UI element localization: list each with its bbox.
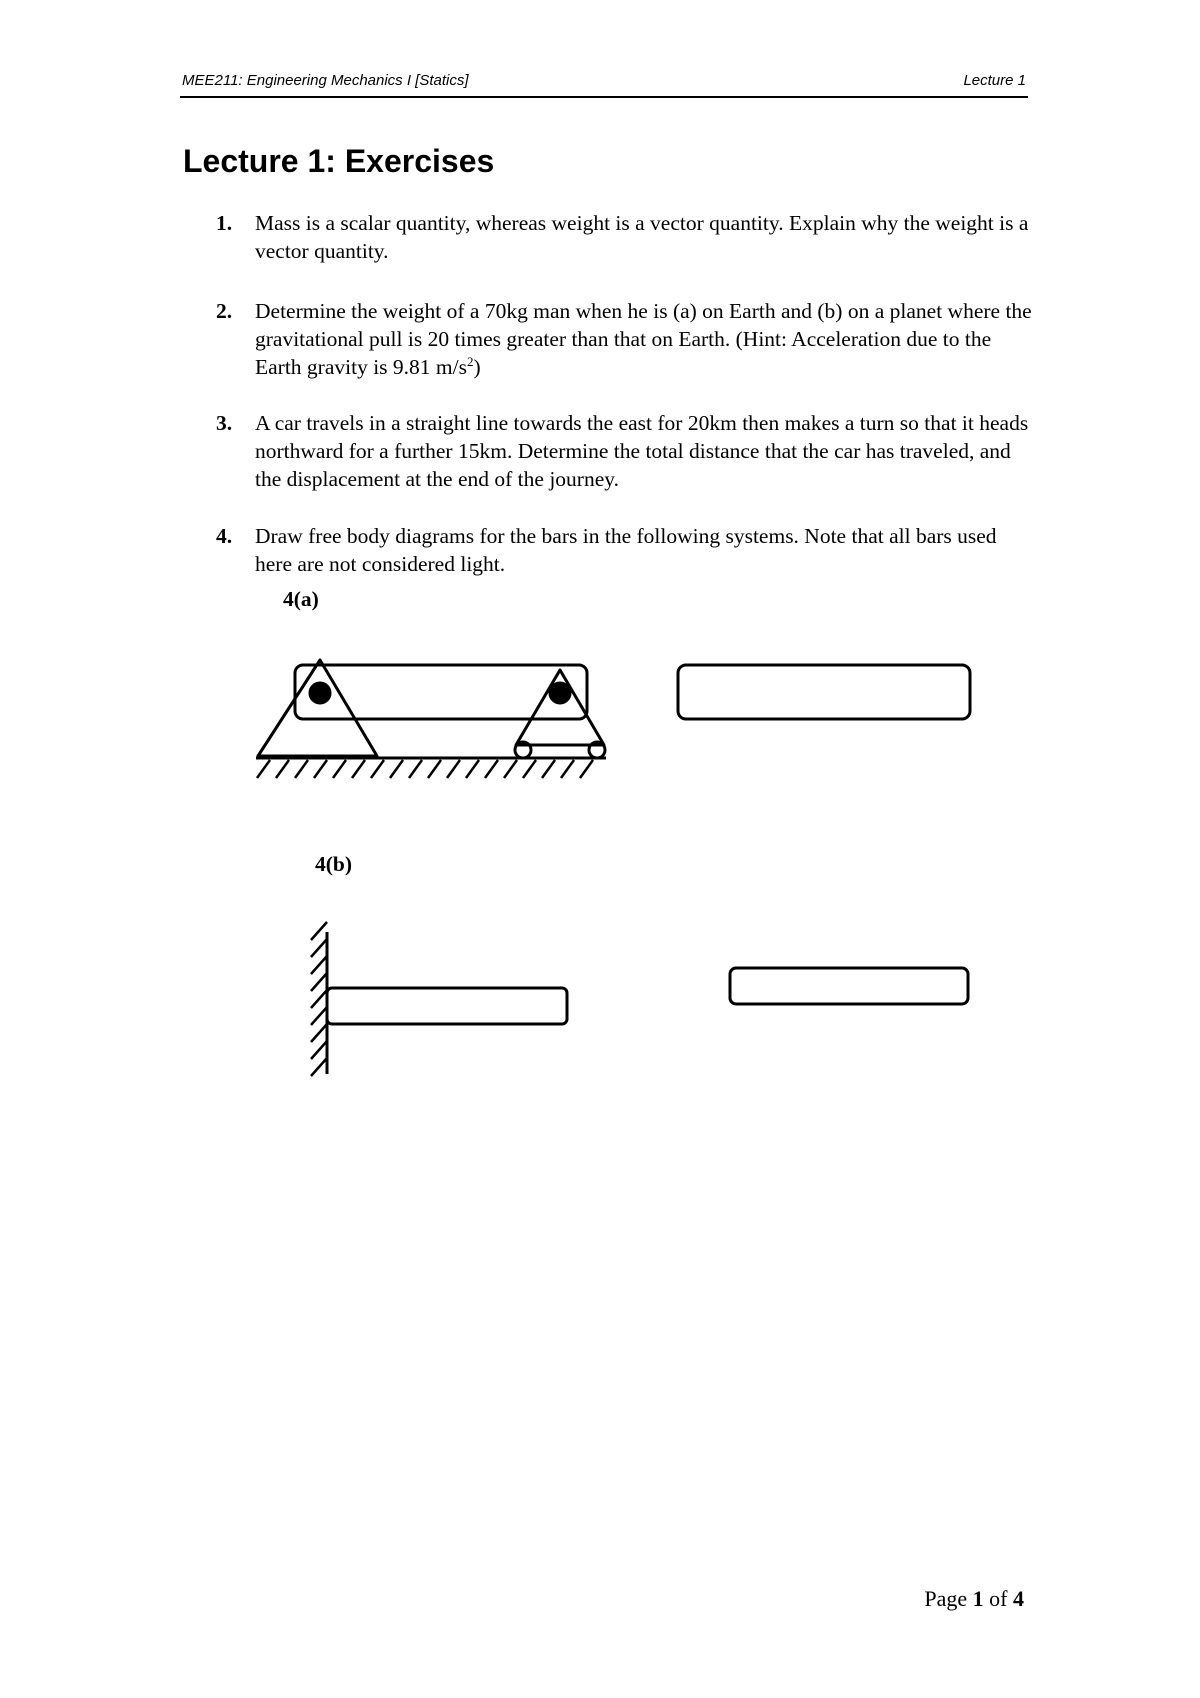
hatch-mark <box>257 760 270 778</box>
question-text: Determine the weight of a 70kg man when he is (a) on Earth and (b) on a planet where the gravitational pull is 20 times greater than that on Earth. (Hint: Acceleration due to the Earth gravity is 9.81 $m/s^2$) <box>255 299 1032 379</box>
hatch-mark <box>504 760 517 778</box>
hatch-mark <box>314 760 327 778</box>
roller-pin-joint <box>550 683 570 703</box>
page-word: Page <box>924 1586 968 1611</box>
course-title: MEE211: Engineering Mechanics I [Statics] <box>182 72 469 89</box>
hatch-mark <box>311 973 327 991</box>
lecture-label: Lecture 1 <box>963 72 1026 89</box>
hatch-mark <box>311 990 327 1008</box>
pin-support <box>258 660 377 756</box>
hatch-mark <box>466 760 479 778</box>
hatch-mark <box>311 939 327 957</box>
page-title: Lecture 1: Exercises <box>183 143 495 179</box>
superscript: 2 <box>467 353 474 369</box>
hatch-mark <box>390 760 403 778</box>
hatch-mark <box>485 760 498 778</box>
hatch-mark <box>352 760 365 778</box>
hatch-mark <box>561 760 574 778</box>
figure-4b <box>311 922 567 1076</box>
hatch-mark <box>311 1058 327 1076</box>
question-text: Draw free body diagrams for the bars in the following systems. Note that all bars used here are not considered light. <box>255 524 997 576</box>
hatch-mark <box>311 1024 327 1042</box>
figure-4a <box>256 660 606 778</box>
page-current: 1 <box>972 1586 984 1611</box>
hatch-mark <box>447 760 460 778</box>
hatch-mark <box>580 760 593 778</box>
question-number: 1. <box>216 211 233 235</box>
ground-hatch <box>257 760 593 778</box>
question-number: 2. <box>216 299 233 323</box>
hatch-mark <box>428 760 441 778</box>
pin-joint <box>310 683 330 703</box>
hatch-mark <box>523 760 536 778</box>
hatch-mark <box>311 1007 327 1025</box>
roller-support <box>516 670 604 745</box>
hatch-mark <box>333 760 346 778</box>
question-number: 3. <box>216 411 233 435</box>
figure-4a-label: 4(a) <box>283 587 319 611</box>
hatch-mark <box>311 922 327 940</box>
hatch-mark <box>542 760 555 778</box>
wall-hatch <box>311 922 327 1076</box>
question-text: A car travels in a straight line towards the east for 20km then makes a turn so that it heads northward for a further 15km. Determine the total distance that the car has traveled, and the displacement at the end of the journey. <box>255 411 1029 491</box>
figure-4b-label: 4(b) <box>315 852 353 876</box>
question-number: 4. <box>216 524 233 548</box>
of-word: of <box>989 1586 1008 1611</box>
hatch-mark <box>371 760 384 778</box>
hatch-mark <box>311 1041 327 1059</box>
cantilever-beam <box>327 988 567 1024</box>
question-text: Mass is a scalar quantity, whereas weight is a vector quantity. Explain why the weight is a vector quantity. <box>255 211 1029 263</box>
hatch-mark <box>295 760 308 778</box>
fbd-bar-4b <box>730 968 968 1004</box>
hatch-mark <box>276 760 289 778</box>
hatch-mark <box>409 760 422 778</box>
hatch-mark <box>311 956 327 974</box>
page-total: 4 <box>1013 1586 1024 1611</box>
fbd-bar-4a <box>678 665 970 719</box>
page-footer <box>924 1586 1024 1612</box>
